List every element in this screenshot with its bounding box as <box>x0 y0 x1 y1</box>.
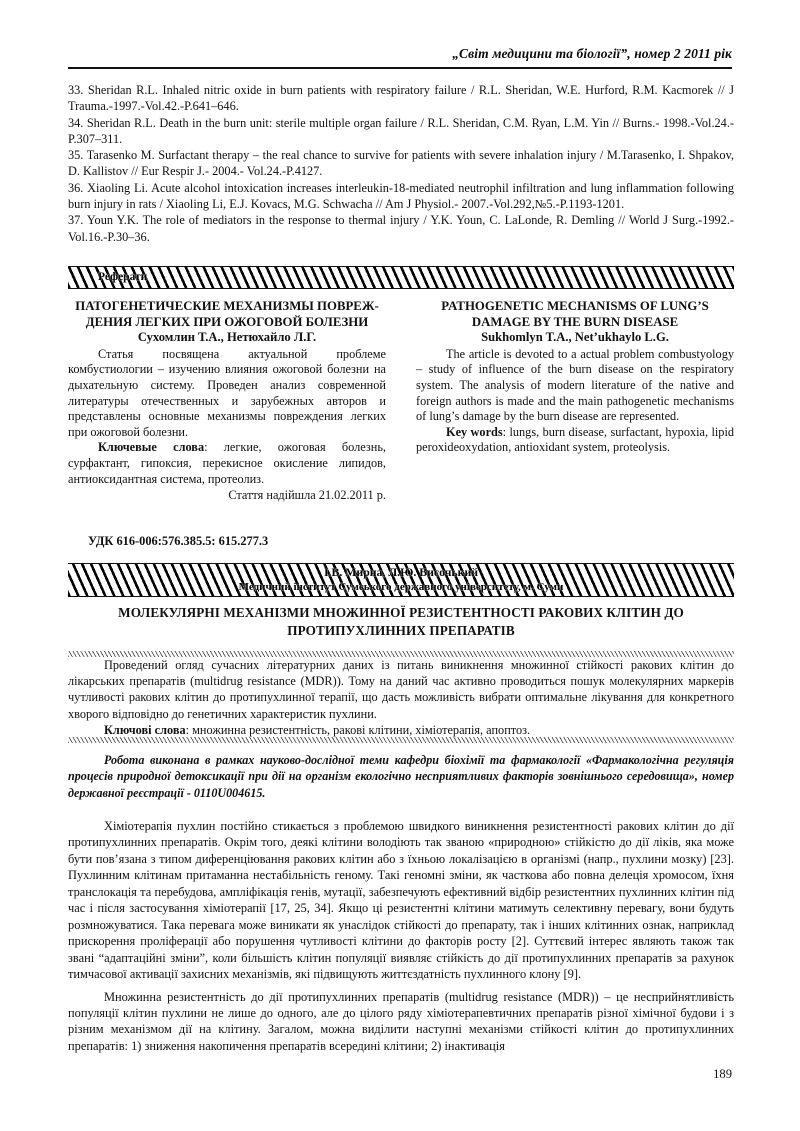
reference-item: 37. Youn Y.K. The role of mediators in the response to thermal injury / Y.K. Youn, C. LaLonde, R. Demling // World J Surg.-1992.-Vol.16.-P.30–36. <box>68 213 734 244</box>
abstract-english <box>416 299 734 456</box>
abstracts-band-label: Реферати <box>98 271 148 283</box>
article-body <box>68 818 734 1054</box>
abstract-en-keywords-label: Key words <box>446 424 503 439</box>
reference-item: 35. Tarasenko M. Surfactant therapy – the real chance to survive for patients with severe inhalation injury / M.Tarasenko, I. Shpakov, D. Kallistov // Eur Respir J.- 2004.- Vol.24.-P.4127. <box>68 148 734 179</box>
abstract-en-title: PATHOGENETIC MECHANISMS OF LUNG’S DAMAGE BY THE BURN DISEASE <box>441 299 709 329</box>
abstract-en-authors: Sukhomlyn T.A., Net’ukhaylo L.G. <box>481 330 669 345</box>
article-band-rule-bottom <box>68 596 734 597</box>
udk-code: УДК 616-006:576.385.5: 615.277.3 <box>88 534 269 548</box>
article-band-authors: І.В. Мирна, Л.Ю. Височький <box>323 565 479 579</box>
ua-keywords-label: Ключові слова <box>104 722 186 737</box>
reference-list <box>68 82 734 245</box>
ua-abstract-body: Проведений огляд сучасних літературних даних із питань виникнення множинної стійкості ракових клітин до лікарських препаратів (multidrug resistance (MDR)). Тому на даний час активно проводиться пошук молекулярних маркерів чутливості ракових клітин до протипухлинної терапії, що дасть можливість вибрати оптимальне лікування для конкретного хворого відповідно до генетичних характеристик пухлини. <box>68 658 734 721</box>
ua-abstract-rule-bottom <box>68 737 734 743</box>
abstracts-band-rule-bottom <box>68 288 734 289</box>
article-band-affiliation: Медичний інститут Сумського державного університету, м. Суми <box>238 581 564 593</box>
abstracts-section-band <box>68 267 734 288</box>
abstract-ru-body: Статья посвящена актуальной проблеме комбустиологии – изучению влияния ожоговой болезни на дыхательную систему. Проведен анализ современной литературы отечественных и зарубежных авторов и представлены основные механизмы повреждения легких при ожоговой болезни. <box>68 346 386 439</box>
reference-item: 34. Sheridan R.L. Death in the burn unit: sterile multiple organ failure / R.L. Sheridan, C.M. Ryan, L.M. Yin // Burns.- 1998.-Vol.24.-P.307–311. <box>68 115 734 146</box>
abstract-russian <box>68 299 386 504</box>
abstract-en-body: The article is devoted to a actual problem combustyology – study of influence of the burn disease on the respiratory system. The analysis of modern literature of the native and foreign authors is made and the main pathogenetic mechanisms of lung’s damage by the burn disease are represented. <box>416 346 734 424</box>
funding-note: Робота виконана в рамках науково-дослідної теми кафедри біохімії та фармакології «Фармакологічна регуляція процесів природної детоксикації при дії на організм екологічно несприятливих факторів зовнішнього середовища», номер державної реєстрації - 0110U004615. <box>68 753 734 800</box>
abstract-columns <box>68 299 734 504</box>
abstract-ru-authors: Сухомлин Т.А., Нетюхайло Л.Г. <box>137 330 317 345</box>
running-head: „Світ медицини та біології”, номер 2 2011 рік <box>452 46 732 61</box>
abstract-en-keywords-text: : lungs, burn disease, surfactant, hypoxia, lipid peroxideoxydation, antioxidant system, proteolysis. <box>416 424 735 455</box>
body-paragraph: Множинна резистентність до дії протипухлинних препаратів (multidrug resistance (MDR)) – це несприйнятливість популяції клітин пухлини не лише до одного, але до цілого ряду хіміотерапевтичних препаратів різної хімічної будови і з різним механізмом дії на клітину. Загалом, можна виділити наступні механізми стійкості клітин до протипухлинних препаратів: 1) зниження накопичення препаратів всередині клітини; 2) інактивація <box>68 989 734 1053</box>
abstract-ru-title: ПАТОГЕНЕТИЧЕСКИЕ МЕХАНИЗМЫ ПОВРЕЖ-ДЕНИЯ ЛЕГКИХ ПРИ ОЖОГОВОЙ БОЛЕЗНИ <box>75 299 379 329</box>
reference-item: 33. Sheridan R.L. Inhaled nitric oxide in burn patients with respiratory failure / R.L. Sheridan, W.E. Hurford, R.M. Kacmorek // J Trauma.-1997.-Vol.42.-P.641–646. <box>68 83 734 114</box>
page-number: 189 <box>713 1067 732 1081</box>
abstract-en-keywords <box>416 425 734 456</box>
article-author-band <box>68 564 734 596</box>
ua-abstract-keywords <box>68 722 734 738</box>
header-rule <box>68 67 732 69</box>
reference-item: 36. Xiaoling Li. Acute alcohol intoxication increases interleukin-18-mediated neutrophil infiltration and lung inflammation following burn injury in rats / Xiaoling Li, E.J. Kovacs, M.G. Schwacha // Am J Physiol.- 2007.-Vol.292,№5.-P.1193-1201. <box>68 180 734 212</box>
body-paragraph: Хіміотерапія пухлин постійно стикається з проблемою швидкого виникнення резистентності ракових клітин до дії протипухлинних препаратів. Окрім того, деякі клітини володіють так званою «природною» стійкістю до дії ліків, яка може бути пов’язана з типом диференціювання ракових клітин або з їхньою локалізацією в організмі (напр., пухлини мозку) [23]. Пухлинним клітинам притаманна нестабільність геному. Такі геномні зміни, як часткова або повна делеція хромосом, їхня транслокація та перебудова, ампліфікація генів, мутації, забезпечують ефективний відбір резистентних пухлинних клітин під час і після застосування хіміотерапії [17, 25, 34]. Якщо ці резистентні клітини матимуть селективну перевагу, вони будуть розмножуватися. Така перевага може виникати як унаслідок стійкості до препарату, так і інших клітинних ознак, наприклад прискорення проліферації або порушення чутливості клітини до факторів росту [2]. Суттєвий інтерес являють також так звані “адаптаційні зміни”, коли більшість клітин популяції виявляє стійкість до дії протипухлинних препаратів за рахунок тимчасової активації захисних механізмів, які підвищують життєздатність пухлинного клону [9]. <box>68 819 734 982</box>
ua-keywords-text: : множинна резистентність, ракові клітини, хіміотерапія, апоптоз. <box>185 722 531 737</box>
article-title: МОЛЕКУЛЯРНІ МЕХАНІЗМИ МНОЖИННОЇ РЕЗИСТЕНТНОСТІ РАКОВИХ КЛІТИН ДО ПРОТИПУХЛИННИХ ПРЕПАРАТІВ <box>118 605 684 638</box>
abstract-ru-keywords-text: : легкие, ожоговая болезнь, сурфактант, гипоксия, перекисное окисление липидов, антиоксидантная система, протеолиз. <box>68 440 387 486</box>
abstract-ru-keywords <box>68 440 386 487</box>
abstract-ru-keywords-label: Ключевые слова <box>98 440 205 455</box>
abstract-ru-received-date: Стаття надійшла 21.02.2011 р. <box>228 488 386 503</box>
ua-abstract <box>68 657 734 738</box>
